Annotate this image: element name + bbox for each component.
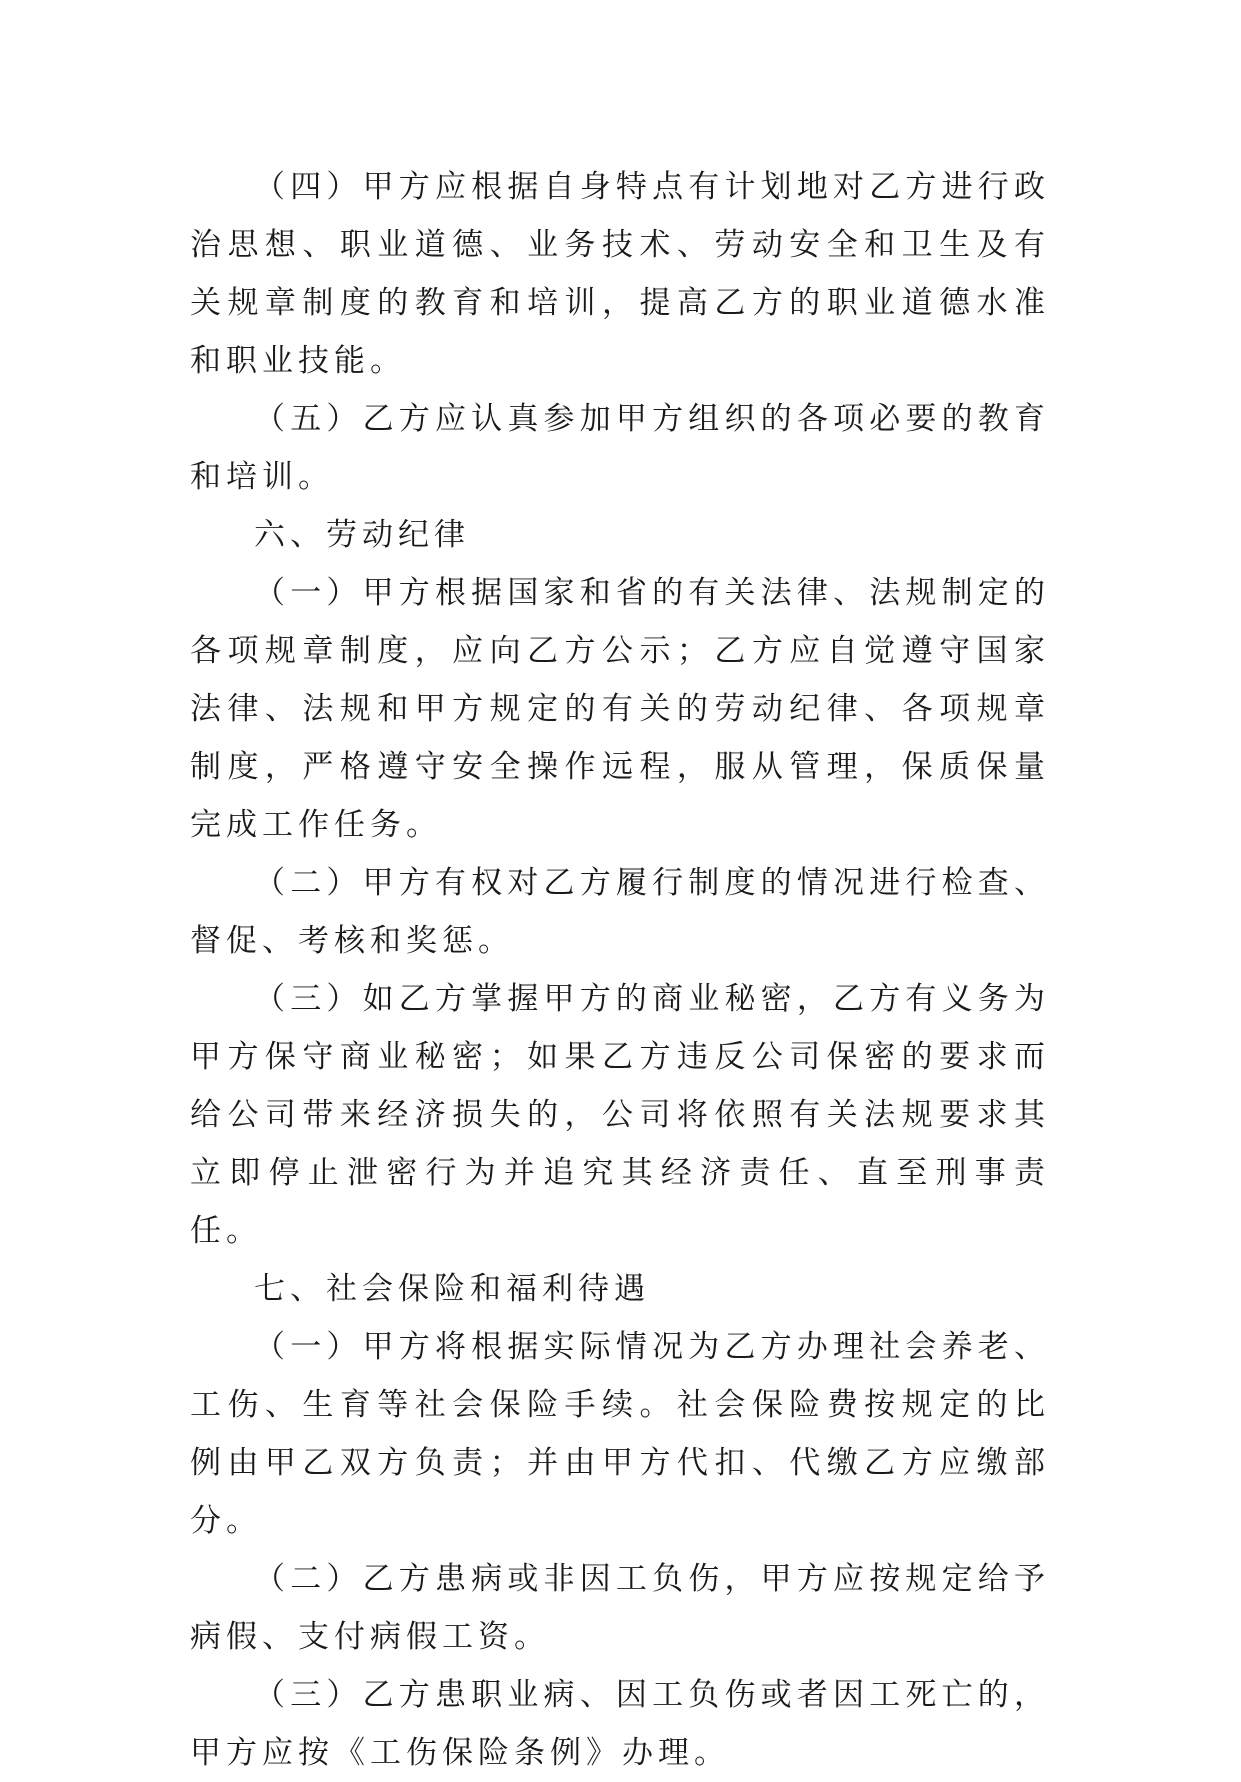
- paragraph-sick-leave: （二）乙方患病或非因工负伤，甲方应按规定给予病假、支付病假工资。: [190, 1561, 1050, 1655]
- paragraph-trade-secrets: （三）如乙方掌握甲方的商业秘密，乙方有义务为甲方保守商业秘密；如果乙方违反公司保密的要求而给公司带来经济损失的，公司将依照有关法规要求其立即停止泄密行为并追究其经济责任、直至刑事责任。: [190, 981, 1050, 1249]
- paragraph-rules-compliance: （一）甲方根据国家和省的有关法律、法规制定的各项规章制度，应向乙方公示；乙方应自觉遵守国家法律、法规和甲方规定的有关的劳动纪律、各项规章制度，严格遵守安全操作远程，服从管理，保质保量完成工作任务。: [190, 575, 1050, 843]
- section-heading-social-insurance: 七、社会保险和福利待遇: [254, 1271, 650, 1307]
- paragraph-insurance-procedures: （一）甲方将根据实际情况为乙方办理社会养老、工伤、生育等社会保险手续。社会保险费按规定的比例由甲乙双方负责；并由甲方代扣、代缴乙方应缴部分。: [190, 1329, 1050, 1539]
- paragraph-work-injury: （三）乙方患职业病、因工负伤或者因工死亡的，甲方应按《工伤保险条例》办理。: [190, 1677, 1050, 1771]
- paragraph-inspection-rights: （二）甲方有权对乙方履行制度的情况进行检查、督促、考核和奖惩。: [190, 865, 1050, 959]
- document-body: [190, 158, 1050, 1782]
- paragraph-training-plan: （四）甲方应根据自身特点有计划地对乙方进行政治思想、职业道德、业务技术、劳动安全和卫生及有关规章制度的教育和培训，提高乙方的职业道德水准和职业技能。: [190, 169, 1050, 379]
- paragraph-training-attendance: （五）乙方应认真参加甲方组织的各项必要的教育和培训。: [190, 401, 1050, 495]
- section-heading-labor-discipline: 六、劳动纪律: [254, 517, 470, 553]
